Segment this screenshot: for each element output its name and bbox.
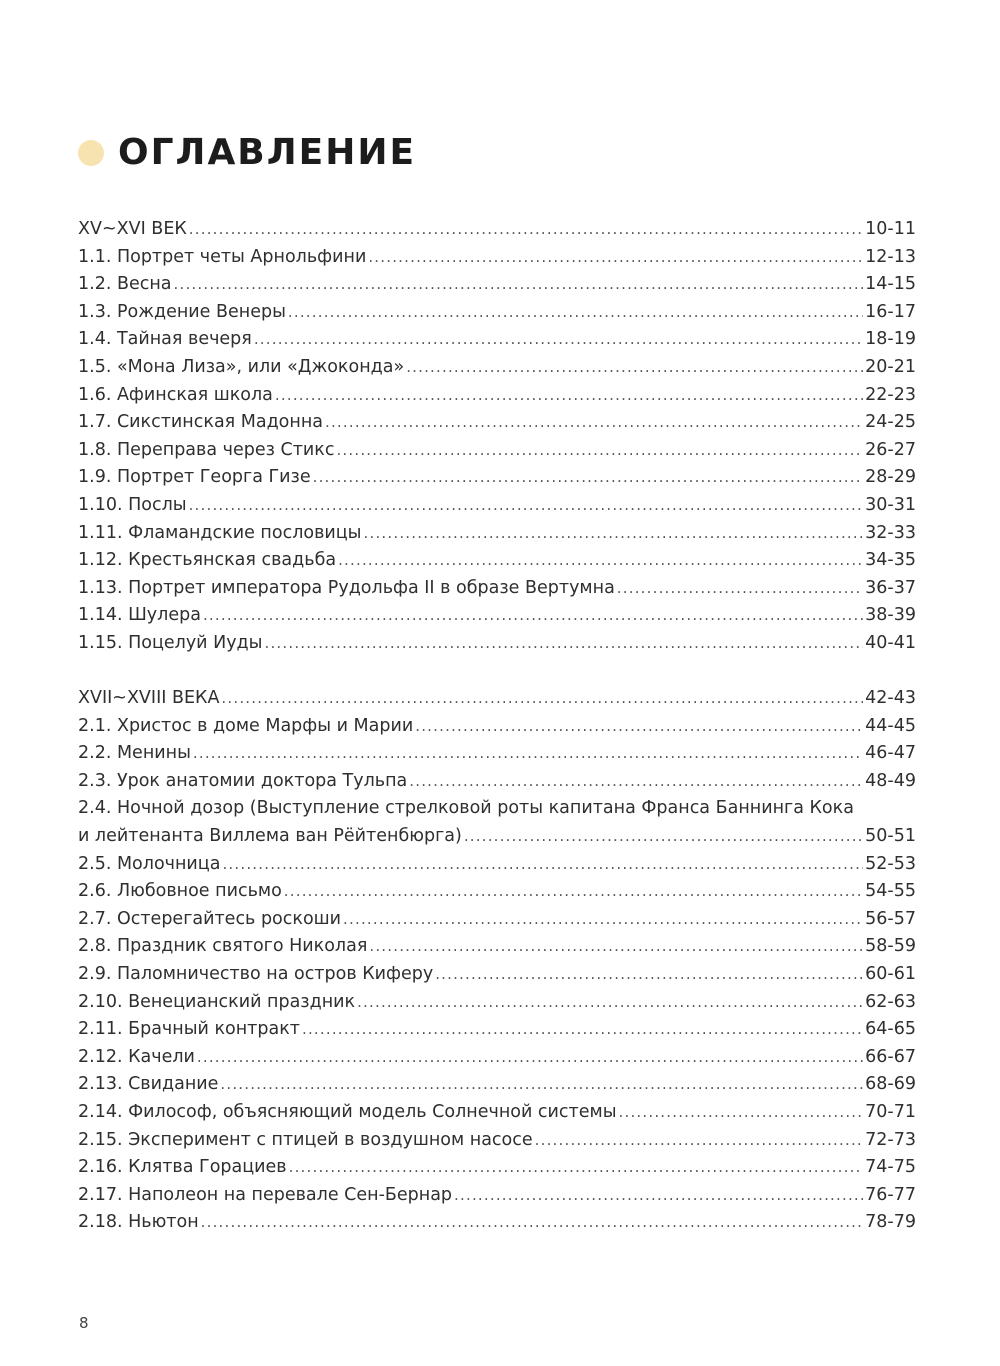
- entry-title: 1.7. Сикстинская Мадонна: [78, 412, 323, 433]
- entry-title: 2.9. Паломничество на остров Киферу: [78, 964, 434, 985]
- entry-title: XVII~XVIII ВЕКА: [78, 688, 220, 709]
- toc-entry: [78, 1154, 916, 1182]
- entry-pages: 66-67: [865, 1046, 916, 1067]
- dot-leader: [415, 713, 863, 741]
- toc-entry: [78, 409, 916, 437]
- dot-leader: [221, 685, 863, 713]
- toc-entry: [78, 906, 916, 934]
- entry-title: 2.14. Философ, объясняющий модель Солнечной системы: [78, 1102, 617, 1122]
- entry-pages: 32-33: [865, 522, 916, 543]
- entry-title: 2.16. Клятва Горациев: [78, 1157, 287, 1178]
- dot-leader: [364, 520, 864, 548]
- entry-pages: 42-43: [865, 688, 916, 709]
- toc-entry: [78, 437, 916, 465]
- entry-title: 2.2. Менины: [78, 743, 191, 764]
- toc-entry: [78, 354, 916, 382]
- entry-pages: 78-79: [865, 1212, 916, 1233]
- page-title: ОГЛАВЛЕНИЕ: [118, 132, 417, 173]
- entry-title: 1.14. Шулера: [78, 605, 201, 626]
- entry-title: 2.8. Праздник святого Николая: [78, 936, 368, 957]
- entry-title: 2.17. Наполеон на перевале Сен-Бернар: [78, 1184, 453, 1205]
- entry-pages: 60-61: [865, 964, 916, 985]
- entry-title-line2: и лейтенанта Виллема ван Рёйтенбюрга): [78, 826, 462, 847]
- entry-title: 2.12. Качели: [78, 1046, 195, 1067]
- entry-pages: 18-19: [865, 329, 916, 350]
- toc-entry: [78, 933, 916, 961]
- toc-entry: [78, 1099, 916, 1127]
- toc-section: [78, 685, 916, 1237]
- entry-title: 1.10. Послы: [78, 494, 187, 515]
- entry-title: 2.13. Свидание: [78, 1074, 219, 1095]
- entry-pages: 50-51: [865, 826, 916, 847]
- entry-pages: 12-13: [865, 246, 916, 267]
- entry-title: 1.1. Портрет четы Арнольфини: [78, 246, 367, 267]
- toc-entry: [78, 575, 916, 603]
- entry-pages: 28-29: [865, 467, 916, 488]
- entry-pages: 70-71: [865, 1102, 916, 1122]
- toc-entry: [78, 547, 916, 575]
- toc-entry: [78, 1044, 916, 1072]
- dot-leader: [357, 989, 863, 1017]
- toc-entry: [78, 1071, 916, 1099]
- toc-entry: [78, 492, 916, 520]
- entry-pages: 40-41: [865, 632, 916, 653]
- toc-entry: [78, 602, 916, 630]
- dot-leader: [264, 630, 863, 658]
- entry-pages: 16-17: [865, 301, 916, 322]
- entry-title: XV~XVI ВЕК: [78, 219, 187, 239]
- entry-pages: 38-39: [865, 605, 916, 626]
- entry-title: 1.6. Афинская школа: [78, 384, 273, 405]
- toc-entry: [78, 740, 916, 768]
- dot-leader: [406, 354, 863, 382]
- toc-entry: [78, 713, 916, 741]
- entry-title: 2.10. Венецианский праздник: [78, 991, 356, 1012]
- dot-leader: [454, 1182, 863, 1210]
- dot-leader: [343, 906, 863, 934]
- dot-leader: [254, 326, 863, 354]
- dot-leader: [193, 740, 863, 768]
- toc-entry: [78, 382, 916, 410]
- entry-title: 2.18. Ньютон: [78, 1212, 199, 1233]
- entry-pages: 14-15: [865, 274, 916, 295]
- entry-title: 1.13. Портрет императора Рудольфа II в образе Вертумна: [78, 577, 615, 598]
- dot-leader: [189, 216, 863, 244]
- entry-pages: 64-65: [865, 1019, 916, 1040]
- dot-leader: [201, 1209, 864, 1237]
- entry-title: 2.6. Любовное письмо: [78, 881, 282, 902]
- dot-leader: [369, 933, 863, 961]
- toc-entry: [78, 851, 916, 879]
- entry-pages: 10-11: [865, 219, 916, 239]
- entry-pages: 68-69: [865, 1074, 916, 1095]
- dot-leader: [325, 409, 863, 437]
- entry-title: 2.5. Молочница: [78, 853, 221, 874]
- page-number: 8: [79, 1314, 89, 1332]
- toc-entry: [78, 244, 916, 272]
- toc-section: [78, 216, 916, 658]
- dot-leader: [289, 1154, 864, 1182]
- entry-title: 2.15. Эксперимент с птицей в воздушном насосе: [78, 1129, 533, 1150]
- entry-title: 2.1. Христос в доме Марфы и Марии: [78, 715, 414, 736]
- table-of-contents: [78, 216, 916, 1237]
- toc-entry: [78, 326, 916, 354]
- toc-entry: [78, 961, 916, 989]
- entry-pages: 56-57: [865, 908, 916, 929]
- entry-pages: 44-45: [865, 715, 916, 736]
- dot-leader: [464, 823, 863, 851]
- toc-header: [78, 132, 416, 173]
- dot-leader: [189, 492, 864, 520]
- entry-pages: 46-47: [865, 743, 916, 764]
- entry-title: 1.2. Весна: [78, 274, 172, 295]
- dot-leader: [619, 1099, 864, 1127]
- entry-title: 2.11. Брачный контракт: [78, 1019, 300, 1040]
- entry-title: 2.4. Ночной дозор (Выступление стрелковой роты капитана Франса Баннинга Кока: [78, 798, 854, 819]
- dot-leader: [174, 271, 864, 299]
- entry-pages: 36-37: [865, 577, 916, 598]
- dot-leader: [222, 851, 863, 879]
- entry-pages: 26-27: [865, 439, 916, 460]
- dot-leader: [435, 961, 863, 989]
- entry-pages: 30-31: [865, 494, 916, 515]
- entry-pages: 48-49: [865, 770, 916, 791]
- entry-pages: 62-63: [865, 991, 916, 1012]
- dot-leader: [275, 382, 863, 410]
- entry-pages: 20-21: [865, 356, 916, 377]
- entry-title-continuation: [78, 823, 916, 851]
- toc-entry: [78, 989, 916, 1017]
- toc-entry: [78, 520, 916, 548]
- toc-entry: [78, 630, 916, 658]
- dot-leader: [288, 299, 863, 327]
- entry-title: 1.9. Портрет Георга Гизе: [78, 467, 311, 488]
- circle-bullet-icon: [78, 140, 104, 166]
- entry-title: 1.4. Тайная вечеря: [78, 329, 252, 350]
- entry-title: 1.5. «Мона Лиза», или «Джоконда»: [78, 356, 405, 377]
- dot-leader: [338, 547, 863, 575]
- dot-leader: [302, 1016, 863, 1044]
- entry-title: 1.3. Рождение Венеры: [78, 301, 286, 322]
- dot-leader: [203, 602, 863, 630]
- entry-pages: 76-77: [865, 1184, 916, 1205]
- entry-pages: 74-75: [865, 1157, 916, 1178]
- dot-leader: [313, 464, 864, 492]
- toc-entry: [78, 1209, 916, 1237]
- dot-leader: [220, 1071, 863, 1099]
- toc-entry: [78, 271, 916, 299]
- entry-pages: 54-55: [865, 881, 916, 902]
- dot-leader: [368, 244, 863, 272]
- toc-entry: [78, 878, 916, 906]
- entry-title: 1.15. Поцелуй Иуды: [78, 632, 263, 653]
- entry-title: 2.3. Урок анатомии доктора Тульпа: [78, 770, 408, 791]
- entry-title: 1.11. Фламандские пословицы: [78, 522, 362, 543]
- dot-leader: [409, 768, 863, 796]
- dot-leader: [535, 1127, 864, 1155]
- section-heading-row: [78, 685, 916, 713]
- toc-entry: [78, 299, 916, 327]
- toc-entry: [78, 1127, 916, 1155]
- toc-entry: [78, 1016, 916, 1044]
- toc-entry: [78, 464, 916, 492]
- toc-entry: [78, 1182, 916, 1210]
- entry-pages: 34-35: [865, 550, 916, 571]
- dot-leader: [197, 1044, 863, 1072]
- toc-entry: [78, 768, 916, 796]
- dot-leader: [336, 437, 863, 465]
- entry-pages: 58-59: [865, 936, 916, 957]
- entry-title: 1.8. Переправа через Стикс: [78, 439, 335, 460]
- entry-pages: 24-25: [865, 412, 916, 433]
- entry-pages: 72-73: [865, 1129, 916, 1150]
- entry-title: 1.12. Крестьянская свадьба: [78, 550, 337, 571]
- dot-leader: [617, 575, 863, 603]
- section-heading-row: [78, 216, 916, 244]
- entry-pages: 52-53: [865, 853, 916, 874]
- toc-entry: [78, 795, 916, 850]
- dot-leader: [284, 878, 863, 906]
- entry-title: 2.7. Остерегайтесь роскоши: [78, 908, 342, 929]
- entry-pages: 22-23: [865, 384, 916, 405]
